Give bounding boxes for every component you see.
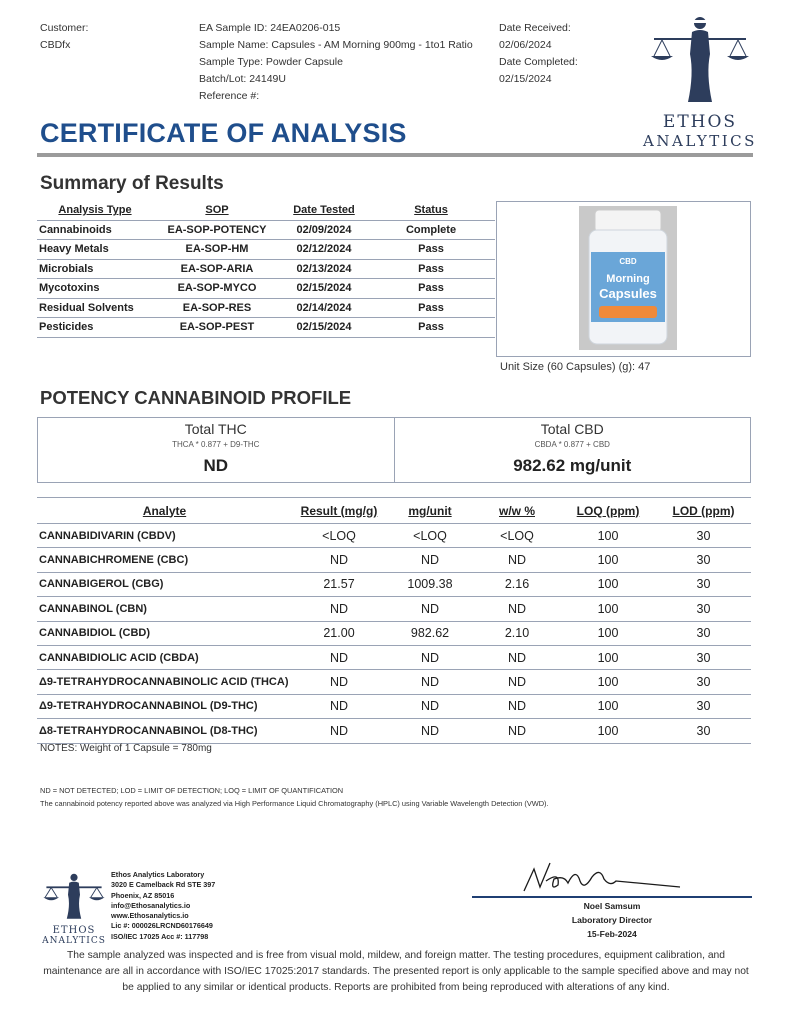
sample-type: Sample Type: Powder Capsule (199, 56, 343, 68)
cell: 30 (656, 621, 751, 645)
lab-iso: ISO/IEC 17025 Acc #: 117798 (111, 931, 209, 941)
cell: ND (474, 597, 560, 621)
cell: 100 (560, 524, 656, 548)
cell: Pass (367, 318, 495, 338)
lab-info (111, 870, 215, 942)
cell: ND (386, 548, 474, 572)
cell: 100 (560, 694, 656, 718)
cell: ND (292, 719, 386, 743)
cell: 30 (656, 645, 751, 669)
lab-address-1: 3020 E Camelback Rd STE 397 (111, 880, 216, 890)
cell: 30 (656, 694, 751, 718)
summary-header: SOP (153, 201, 281, 220)
analyte-header: Analyte (37, 498, 292, 524)
date-completed: 02/15/2024 (499, 73, 552, 85)
cell: 100 (560, 719, 656, 743)
sample-block (199, 20, 473, 105)
cell: 02/14/2024 (281, 298, 367, 318)
cell: EA-SOP-POTENCY (153, 220, 281, 240)
analyte-header: LOQ (ppm) (560, 498, 656, 524)
cell: EA-SOP-ARIA (153, 259, 281, 279)
cell: Δ9-TETRAHYDROCANNABINOLIC ACID (THCA) (37, 670, 292, 694)
analyte-header: mg/unit (386, 498, 474, 524)
table-row (37, 719, 751, 743)
table-row (37, 318, 495, 338)
potency-summary-box (37, 417, 751, 483)
total-thc-panel (38, 418, 394, 482)
bottle-line2: Capsules (599, 286, 657, 301)
cell: ND (386, 670, 474, 694)
signer-name: Noel Samsum (583, 901, 641, 911)
cell: 30 (656, 597, 751, 621)
signature-line (472, 896, 752, 898)
table-row (37, 548, 751, 572)
cell: 100 (560, 572, 656, 596)
bottle-line1: Morning (606, 273, 650, 285)
cell: EA-SOP-RES (153, 298, 281, 318)
summary-table (37, 201, 495, 338)
cell: Pesticides (37, 318, 153, 338)
table-row (37, 524, 751, 548)
cell: <LOQ (474, 524, 560, 548)
cell: 21.00 (292, 621, 386, 645)
table-row (37, 694, 751, 718)
cell: 30 (656, 719, 751, 743)
customer-name: CBDfx (40, 39, 71, 51)
cell: ND (292, 645, 386, 669)
cell: 30 (656, 670, 751, 694)
product-bottle-image (497, 202, 752, 358)
cell: Δ9-TETRAHYDROCANNABINOL (D9-THC) (37, 694, 292, 718)
cell: ND (474, 670, 560, 694)
dates-block (499, 20, 578, 88)
total-cbd-value: 982.62 mg/unit (513, 456, 632, 475)
cell: 02/12/2024 (281, 240, 367, 260)
cell: <LOQ (386, 524, 474, 548)
lab-license: Lic #: 000026LRCND60176649 (111, 921, 213, 931)
cell: Microbials (37, 259, 153, 279)
analyte-header: w/w % (474, 498, 560, 524)
unit-size: Unit Size (60 Capsules) (g): 47 (500, 361, 651, 373)
table-row (37, 298, 495, 318)
cell: Pass (367, 259, 495, 279)
cell: 30 (656, 548, 751, 572)
footer-logo-ethos: ETHOS (52, 925, 96, 936)
cell: 02/15/2024 (281, 279, 367, 299)
table-row (37, 572, 751, 596)
cell: 2.10 (474, 621, 560, 645)
bottle-brand: CBD (619, 257, 637, 266)
lab-name: Ethos Analytics Laboratory (111, 870, 205, 879)
table-row (37, 220, 495, 240)
cell: ND (292, 694, 386, 718)
table-row (37, 240, 495, 260)
cell: ND (474, 719, 560, 743)
cell: 100 (560, 621, 656, 645)
cell: 30 (656, 524, 751, 548)
lab-address-2: Phoenix, AZ 85016 (111, 890, 175, 900)
cell: ND (386, 719, 474, 743)
cell: Pass (367, 298, 495, 318)
table-row (37, 279, 495, 299)
cell: ND (474, 694, 560, 718)
cell: 30 (656, 572, 751, 596)
signer-role: Laboratory Director (571, 915, 653, 925)
sample-name: Sample Name: Capsules - AM Morning 900mg - 1to1 Ratio (199, 39, 473, 51)
cell: ND (292, 548, 386, 572)
cell: Mycotoxins (37, 279, 153, 299)
potency-title: POTENCY CANNABINOID PROFILE (40, 387, 352, 408)
date-received-label: Date Received: (499, 22, 571, 34)
total-thc-label: Total THC (184, 421, 247, 437)
cell: 02/15/2024 (281, 318, 367, 338)
ethos-logo (640, 14, 760, 150)
cell: <LOQ (292, 524, 386, 548)
lab-website: www.Ethosanalytics.io (111, 911, 189, 921)
cell: CANNABIGEROL (CBG) (37, 572, 292, 596)
cell: 982.62 (386, 621, 474, 645)
cell: Δ8-TETRAHYDROCANNABINOL (D8-THC) (37, 719, 292, 743)
analyte-header: LOD (ppm) (656, 498, 751, 524)
date-completed-label: Date Completed: (499, 56, 578, 68)
cell: CANNABIDIOL (CBD) (37, 621, 292, 645)
date-received: 02/06/2024 (499, 39, 552, 51)
footer-disclaimer: The sample analyzed was inspected and is free from visual mold, mildew, and foreign matter. The testing procedures, equipment calibration, and maintenance are all in accordance with ISO/IEC 17025:2017 standards. The presented report is only applicable to the sample specified above and may not be applied to any similar or identical products. Reports are prohibited from being reproduced with alterations of any kind. (43, 950, 749, 993)
cell: CANNABICHROMENE (CBC) (37, 548, 292, 572)
footer-logo (38, 872, 110, 946)
cell: EA-SOP-HM (153, 240, 281, 260)
cell: ND (386, 597, 474, 621)
summary-header: Date Tested (281, 201, 367, 220)
cell: 100 (560, 645, 656, 669)
signature-image (520, 857, 690, 897)
cell: 21.57 (292, 572, 386, 596)
abbreviations-note: ND = NOT DETECTED; LOD = LIMIT OF DETECTION; LOQ = LIMIT OF QUANTIFICATION (40, 786, 344, 795)
summary-header: Status (367, 201, 495, 220)
cell: Pass (367, 240, 495, 260)
cell: 02/13/2024 (281, 259, 367, 279)
cell: EA-SOP-PEST (153, 318, 281, 338)
cell: 100 (560, 670, 656, 694)
cell: 02/09/2024 (281, 220, 367, 240)
notes: NOTES: Weight of 1 Capsule = 780mg (40, 743, 212, 754)
summary-title: Summary of Results (40, 173, 224, 194)
cell: EA-SOP-MYCO (153, 279, 281, 299)
product-image-frame (496, 201, 751, 357)
method-note: The cannabinoid potency reported above was analyzed via High Performance Liquid Chromatography (HPLC) using Variable Wavelength Detection (VWD). (40, 799, 549, 808)
cell: Residual Solvents (37, 298, 153, 318)
table-row (37, 259, 495, 279)
table-row (37, 597, 751, 621)
title-divider (37, 153, 753, 157)
cell: 2.16 (474, 572, 560, 596)
cell: CANNABINOL (CBN) (37, 597, 292, 621)
total-cbd-panel (394, 418, 751, 482)
table-row (37, 621, 751, 645)
cell: ND (474, 548, 560, 572)
cell: 100 (560, 548, 656, 572)
analyte-table (37, 497, 751, 744)
cell: Heavy Metals (37, 240, 153, 260)
logo-text-analytics: ANALYTICS (643, 132, 757, 150)
footer-logo-analytics: ANALYTICS (42, 936, 106, 946)
page-title: CERTIFICATE OF ANALYSIS (40, 118, 407, 148)
cell: ND (292, 597, 386, 621)
scales-of-justice-icon (640, 14, 760, 109)
reference: Reference #: (199, 90, 260, 102)
cell: ND (474, 645, 560, 669)
cell: ND (386, 645, 474, 669)
cell: 100 (560, 597, 656, 621)
logo-text-ethos: ETHOS (662, 112, 738, 132)
cell: Cannabinoids (37, 220, 153, 240)
scales-of-justice-icon (38, 872, 110, 920)
cell: ND (292, 670, 386, 694)
signature-date: 15-Feb-2024 (587, 929, 637, 939)
analyte-header: Result (mg/g) (292, 498, 386, 524)
cell: ND (386, 694, 474, 718)
customer-block (40, 20, 88, 54)
table-row (37, 645, 751, 669)
customer-label: Customer: (40, 22, 89, 34)
summary-header: Analysis Type (37, 201, 153, 220)
total-cbd-label: Total CBD (540, 421, 604, 437)
cell: 1009.38 (386, 572, 474, 596)
cell: CANNABIDIVARIN (CBDV) (37, 524, 292, 548)
batch-lot: Batch/Lot: 24149U (199, 73, 286, 85)
cell: Complete (367, 220, 495, 240)
table-row (37, 670, 751, 694)
lab-email: info@Ethosanalytics.io (111, 900, 191, 910)
total-thc-value: ND (203, 456, 229, 475)
cell: CANNABIDIOLIC ACID (CBDA) (37, 645, 292, 669)
cell: Pass (367, 279, 495, 299)
total-thc-formula: THCA * 0.877 + D9-THC (172, 440, 260, 449)
total-cbd-formula: CBDA * 0.877 + CBD (534, 440, 610, 449)
sample-id: EA Sample ID: 24EA0206-015 (199, 22, 341, 34)
